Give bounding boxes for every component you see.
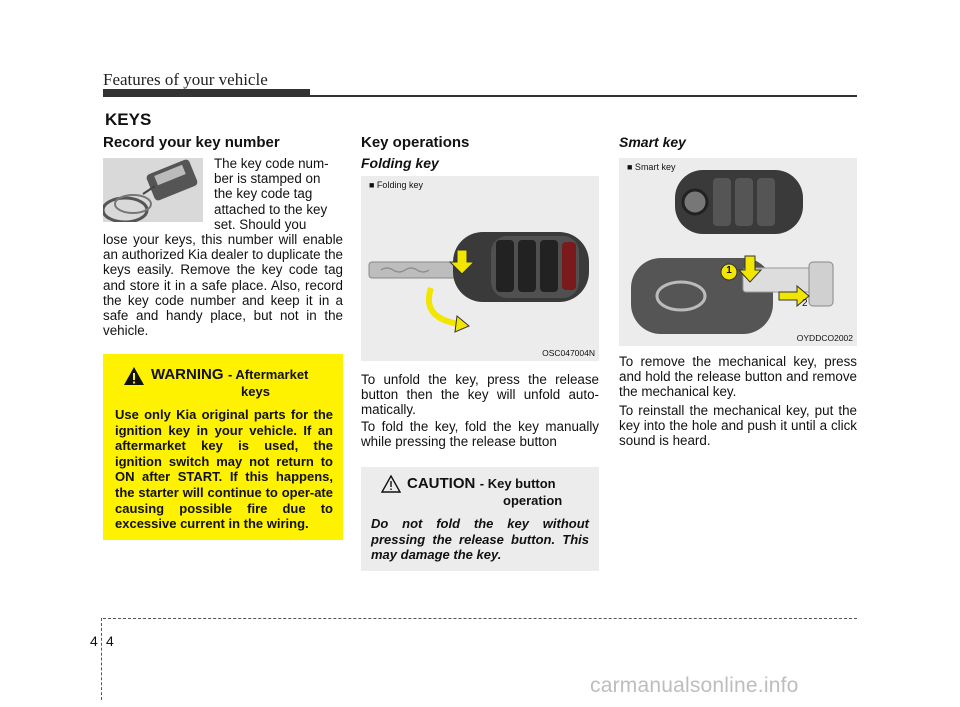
record-line: set. Should you	[214, 216, 307, 232]
caution-box	[361, 467, 599, 571]
key-operations-heading: Key operations	[361, 134, 470, 151]
record-heading: Record your key number	[103, 134, 280, 151]
header-rule	[103, 95, 857, 97]
warning-box	[103, 354, 343, 540]
watermark: carmanualsonline.info	[590, 674, 799, 697]
page-number: 4	[106, 633, 114, 649]
page-header-title: Features of your vehicle	[103, 70, 268, 89]
unfold-paragraph: To unfold the key, press the release button then the key will unfold auto-matically.	[361, 372, 599, 418]
record-paragraph: lose your keys, this number will enable an authorized Kia dealer to duplicate the keys easily. Remove the key code tag and store it in a safe place. Also, record the key code number and keep it in a safe and handy place, but not in the vehicle.	[103, 232, 343, 339]
caution-word: CAUTION	[407, 475, 476, 492]
section-title: KEYS	[105, 110, 152, 129]
caution-body: Do not fold the key without pressing the release button. This may damage the key.	[371, 516, 589, 562]
figure-label: ■ Folding key	[369, 180, 423, 190]
warning-body: Use only Kia original parts for the ignition key in your vehicle. If an aftermarket key is used, the ignition switch may not return to ON after START. If this happens, the starter will continue to oper-ate causing possible fire due to excessive current in the wiring.	[115, 407, 333, 532]
footer-rule	[103, 618, 857, 619]
warning-triangle-icon	[123, 366, 145, 386]
smart-key-figure	[619, 158, 857, 346]
fold-paragraph: To fold the key, fold the key manually while pressing the release button	[361, 419, 599, 450]
record-line: attached to the key	[214, 201, 328, 217]
folding-key-heading: Folding key	[361, 155, 439, 171]
warning-subtitle: - Aftermarket	[227, 367, 309, 382]
caution-subtitle: - Key button	[479, 476, 556, 491]
callout-1: 1	[726, 265, 732, 276]
record-line: The key code num-	[214, 156, 329, 171]
smart-key-heading: Smart key	[619, 134, 686, 150]
record-line: the key code tag	[214, 186, 313, 202]
record-text-right	[214, 156, 343, 232]
callout-2: 2	[802, 298, 808, 309]
folding-key-figure	[361, 176, 599, 361]
footer-vertical-rule	[101, 618, 102, 700]
figure-label: ■ Smart key	[627, 162, 676, 172]
record-line: ber is stamped on	[214, 171, 321, 187]
warning-word: WARNING	[151, 366, 224, 383]
caution-triangle-icon	[381, 475, 401, 493]
chapter-number: 4	[90, 633, 98, 649]
remove-paragraph: To remove the mechanical key, press and hold the release button and remove the mechanical key.	[619, 354, 857, 400]
key-tag-photo	[103, 158, 203, 222]
key-tag-icon	[103, 158, 203, 222]
warning-subtitle-2: keys	[241, 384, 270, 399]
reinstall-paragraph: To reinstall the mechanical key, put the key into the hole and push it until a click sound is heard.	[619, 403, 857, 449]
figure-code: OSC047004N	[542, 348, 595, 358]
figure-code: OYDDCO2002	[796, 333, 853, 343]
folding-key-icon	[361, 176, 599, 361]
smart-key-icon	[619, 158, 857, 346]
caution-subtitle-2: operation	[503, 493, 563, 508]
